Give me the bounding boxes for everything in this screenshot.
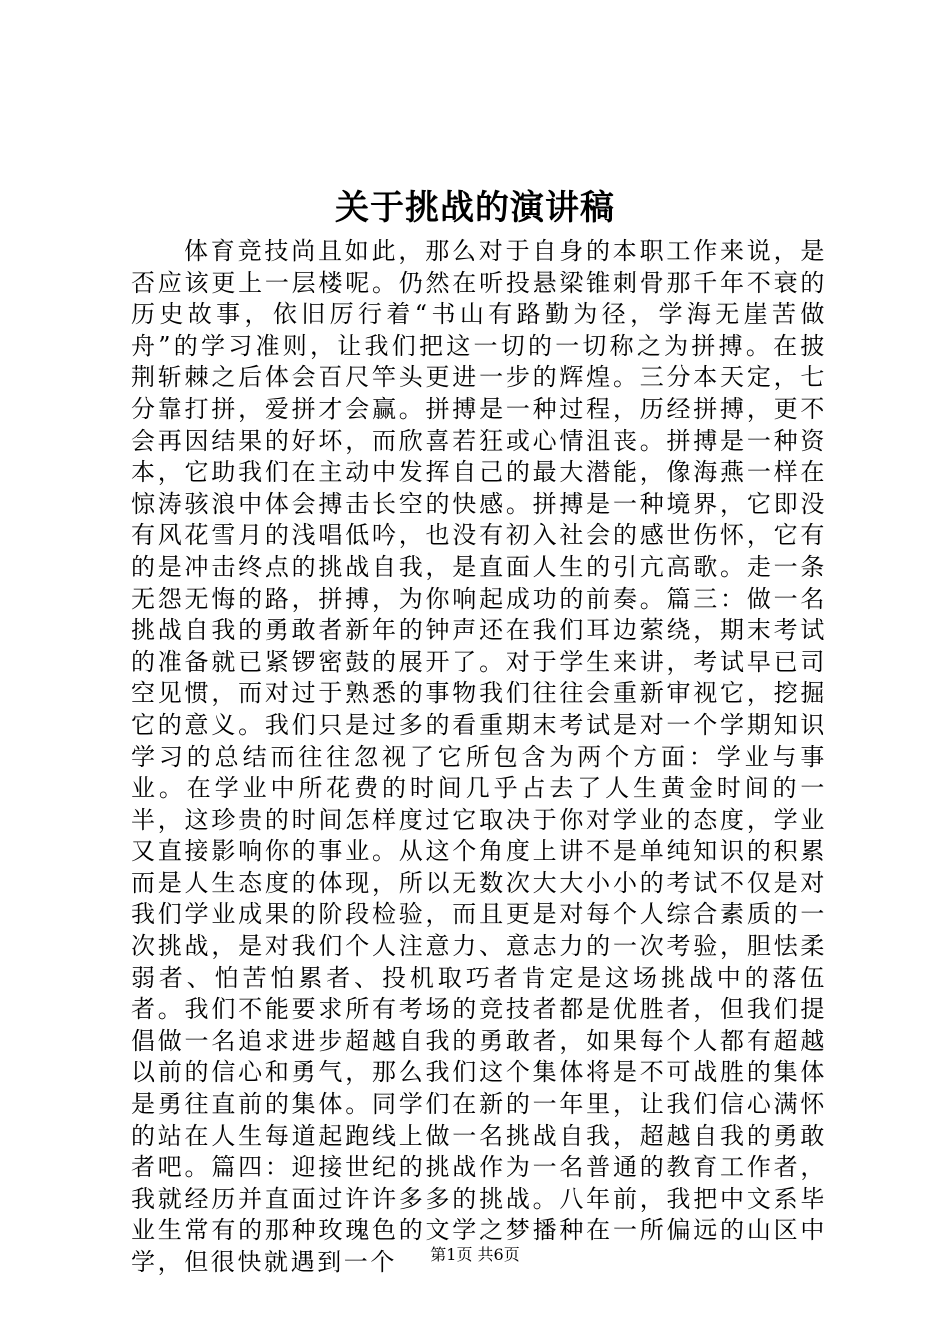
page-number-footer: 第1页 共6页: [430, 1245, 520, 1264]
body-paragraph: 体育竞技尚且如此，那么对于自身的本职工作来说，是否应该更上一层楼呢。仍然在听投悬梁锥刺骨那千年不衰的历史故事，依旧厉行着“书山有路勤为径，学海无崖苦做舟”的学习准则，让我们把这一切的一切称之为拼搏。在披荆斩棘之后体会百尺竿头更进一步的辉煌。三分本天定，七分靠打拼，爱拼才会赢。拼搏是一种过程，历经拼搏，更不会再因结果的好坏，而欣喜若狂或心情沮丧。拼搏是一种资本，它助我们在主动中发挥自己的最大潜能，像海燕一样在惊涛骇浪中体会搏击长空的快感。拼搏是一种境界，它即没有风花雪月的浅唱低吟，也没有初入社会的感世伤怀，它有的是冲击终点的挑战自我，是直面人生的引亢高歌。走一条无怨无悔的路，拼搏，为你响起成功的前奏。篇三：做一名挑战自我的勇敢者新年的钟声还在我们耳边萦绕，期末考试的准备就已紧锣密鼓的展开了。对于学生来讲，考试早已司空见惯，而对过于熟悉的事物我们往往会重新审视它，挖掘它的意义。我们只是过多的看重期末考试是对一个学期知识学习的总结而往往忽视了它所包含为两个方面：学业与事业。在学业中所花费的时间几乎占去了人生黄金时间的一半，这珍贵的时间怎样度过它取决于你对学业的态度，学业又直接影响你的事业。从这个角度上讲不是单纯知识的积累而是人生态度的体现，所以无数次大大小小的考试不仅是对我们学业成果的阶段检验，而且更是对每个人综合素质的一次挑战，是对我们个人注意力、意志力的一次考验，胆怯柔弱者、怕苦怕累者、投机取巧者肯定是这场挑战中的落伍者。我们不能要求所有考场的竞技者都是优胜者，但我们提倡做一名追求进步超越自我的勇敢者，如果每个人都有超越以前的信心和勇气，那么我们这个集体将是不可战胜的集体是勇往直前的集体。同学们在新的一年里，让我们信心满怀的站在人生每道起跑线上做一名挑战自我，超越自我的勇敢者吧。篇四：迎接世纪的挑战作为一名普通的教育工作者，我就经历并直面过许许多多的挑战。八年前，我把中文系毕业生常有的那种玫瑰色的文学之梦播种在一所偏远的山区中学，但很快就遇到一个: [131, 237, 827, 1276]
page-title: 关于挑战的演讲稿: [335, 188, 615, 228]
